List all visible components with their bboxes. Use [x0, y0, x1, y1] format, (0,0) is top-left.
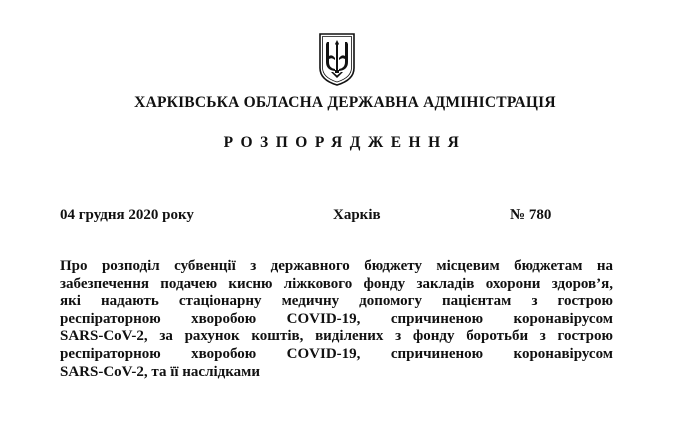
subject-line-text: Про розподіл субвенції з державного бюджету місцевим бюджетам на [60, 258, 613, 274]
subject-line-text: які надають стаціонарну медичну допомогу пацієнтам з гострою [60, 293, 613, 310]
document-subject [60, 258, 613, 381]
document-city: Харків [333, 207, 381, 223]
subject-line-text: SARS-CoV-2, за рахунок коштів, виділених з фонду боротьби з гострою [60, 328, 613, 345]
subject-line-text: респіраторною хворобою COVID-19, спричиненою коронавірусом [60, 345, 613, 362]
subject-line [60, 311, 613, 329]
subject-line-text: забезпечення подачею кисню ліжкового фонду закладів охорони здоров’я, [60, 275, 613, 292]
subject-line [60, 364, 613, 382]
subject-line-text: респіраторною хворобою COVID-19, спричиненою коронавірусом [60, 310, 613, 327]
subject-line [60, 258, 613, 276]
subject-line [60, 276, 613, 294]
organization-name: ХАРКІВСЬКА ОБЛАСНА ДЕРЖАВНА АДМІНІСТРАЦІЯ [134, 94, 556, 111]
trident-coat-of-arms-icon [318, 32, 356, 86]
document-title: РОЗПОРЯДЖЕННЯ [223, 134, 467, 151]
subject-line [60, 293, 613, 311]
document-number: № 780 [510, 207, 552, 223]
document-date: 04 грудня 2020 року [60, 207, 194, 223]
subject-line [60, 328, 613, 346]
subject-line [60, 346, 613, 364]
subject-line-text: SARS-CoV-2, та її наслідками [60, 363, 261, 380]
